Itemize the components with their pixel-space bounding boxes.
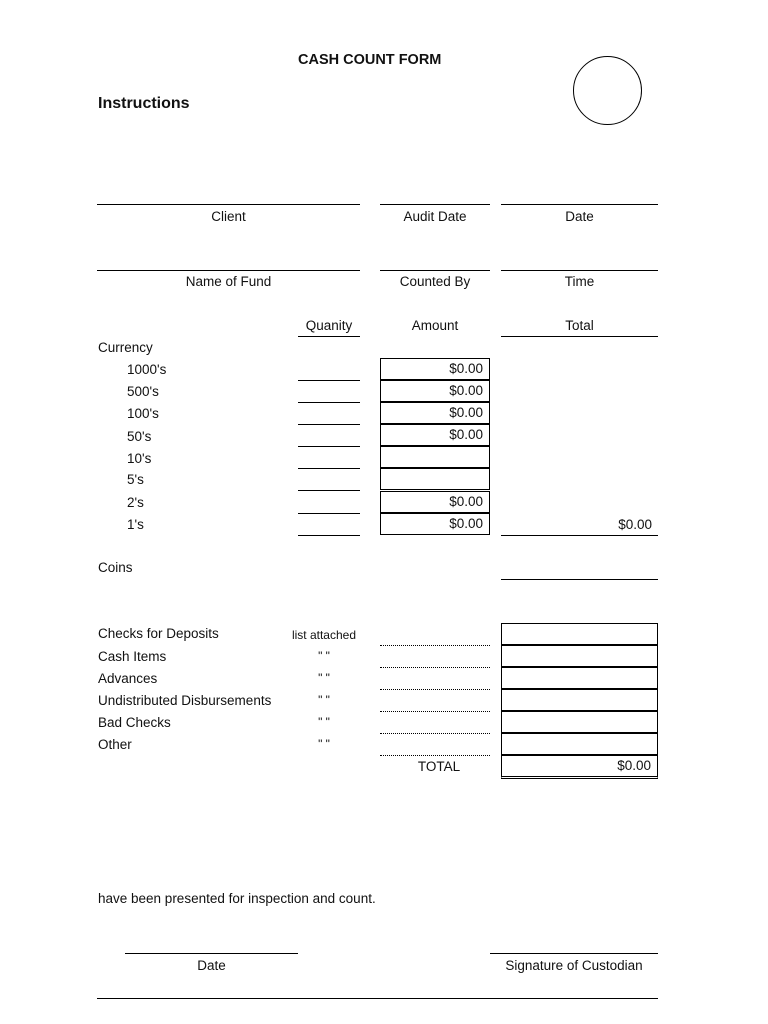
client-label: Client <box>211 209 246 224</box>
denom-label: 2's <box>127 495 144 510</box>
audit-date-line[interactable] <box>380 204 490 205</box>
quantity-header-line <box>298 336 360 337</box>
cash-item-amount-line[interactable] <box>380 667 490 668</box>
quantity-input[interactable] <box>298 490 360 491</box>
cash-item-note: " " <box>318 693 330 707</box>
cash-item-label: Checks for Deposits <box>98 626 219 641</box>
cash-item-amount-line[interactable] <box>380 733 490 734</box>
cash-item-total-cell[interactable] <box>501 623 658 645</box>
cash-item-note: " " <box>318 671 330 685</box>
total-header: Total <box>565 318 594 333</box>
signature-date-label: Date <box>197 958 226 973</box>
cash-item-note: " " <box>318 737 330 751</box>
coins-label: Coins <box>98 560 133 575</box>
cash-item-amount-line[interactable] <box>380 755 490 756</box>
cash-item-total-cell[interactable] <box>501 645 658 667</box>
time-line[interactable] <box>501 270 658 271</box>
form-title: CASH COUNT FORM <box>298 52 442 68</box>
amount-header: Amount <box>411 318 459 333</box>
denom-label: 50's <box>127 429 152 444</box>
coins-total-line[interactable] <box>501 579 658 580</box>
quantity-input[interactable] <box>298 513 360 514</box>
grand-total-cell[interactable]: $0.00 <box>501 755 658 779</box>
instructions-heading: Instructions <box>98 95 190 112</box>
denom-label: 100's <box>127 406 159 421</box>
denom-label: 1000's <box>127 362 167 377</box>
cash-item-total-cell[interactable] <box>501 689 658 711</box>
amount-cell[interactable]: $0.00 <box>380 380 490 402</box>
counted-by-label: Counted By <box>399 274 471 289</box>
amount-cell[interactable]: $0.00 <box>380 491 490 513</box>
amount-cell[interactable]: $0.00 <box>380 402 490 424</box>
quantity-input[interactable] <box>298 468 360 469</box>
amount-cell[interactable]: $0.00 <box>380 513 490 535</box>
cash-item-amount-line[interactable] <box>380 645 490 646</box>
custodian-signature-line[interactable] <box>490 953 658 954</box>
fund-line[interactable] <box>97 270 360 271</box>
cash-item-label: Advances <box>98 671 158 686</box>
amount-cell[interactable]: $0.00 <box>380 424 490 446</box>
cash-item-label: Undistributed Disbursements <box>98 693 272 708</box>
stamp-circle <box>573 56 642 125</box>
cash-item-amount-line[interactable] <box>380 711 490 712</box>
quantity-input[interactable] <box>298 535 360 536</box>
total-header-line <box>501 336 658 337</box>
date-line[interactable] <box>501 204 658 205</box>
cash-item-note: list attached <box>291 628 357 642</box>
cash-item-total-cell[interactable] <box>501 733 658 755</box>
currency-label: Currency <box>98 340 153 355</box>
cash-item-total-cell[interactable] <box>501 667 658 689</box>
time-label: Time <box>564 274 595 289</box>
counted-by-line[interactable] <box>380 270 490 271</box>
cash-item-label: Bad Checks <box>98 715 171 730</box>
cash-item-total-cell[interactable] <box>501 711 658 733</box>
quantity-input[interactable] <box>298 446 360 447</box>
footer-rule <box>97 998 658 999</box>
fund-label: Name of Fund <box>185 274 272 289</box>
quantity-input[interactable] <box>298 402 360 403</box>
denom-label: 5's <box>127 472 144 487</box>
amount-cell[interactable]: $0.00 <box>380 358 490 380</box>
denom-label: 1's <box>127 517 144 532</box>
audit-date-label: Audit Date <box>403 209 467 224</box>
quantity-input[interactable] <box>298 424 360 425</box>
amount-cell[interactable] <box>380 446 490 468</box>
client-line[interactable] <box>97 204 360 205</box>
custodian-label: Signature of Custodian <box>505 958 643 973</box>
denom-label: 500's <box>127 384 159 399</box>
denom-label: 10's <box>127 451 152 466</box>
date-signature-line[interactable] <box>125 953 298 954</box>
quantity-header: Quanity <box>305 318 353 333</box>
cash-item-note: " " <box>318 715 330 729</box>
amount-cell[interactable] <box>380 468 490 490</box>
cash-item-label: Other <box>98 737 132 752</box>
date-label: Date <box>565 209 594 224</box>
cash-item-amount-line[interactable] <box>380 689 490 690</box>
total-label: TOTAL <box>417 759 461 774</box>
cash-item-label: Cash Items <box>98 649 167 664</box>
quantity-input[interactable] <box>298 380 360 381</box>
statement-line4: have been presented for inspection and count. <box>98 891 376 906</box>
currency-total-line <box>501 535 658 536</box>
cash-item-note: " " <box>318 649 330 663</box>
currency-total: $0.00 <box>618 517 652 532</box>
